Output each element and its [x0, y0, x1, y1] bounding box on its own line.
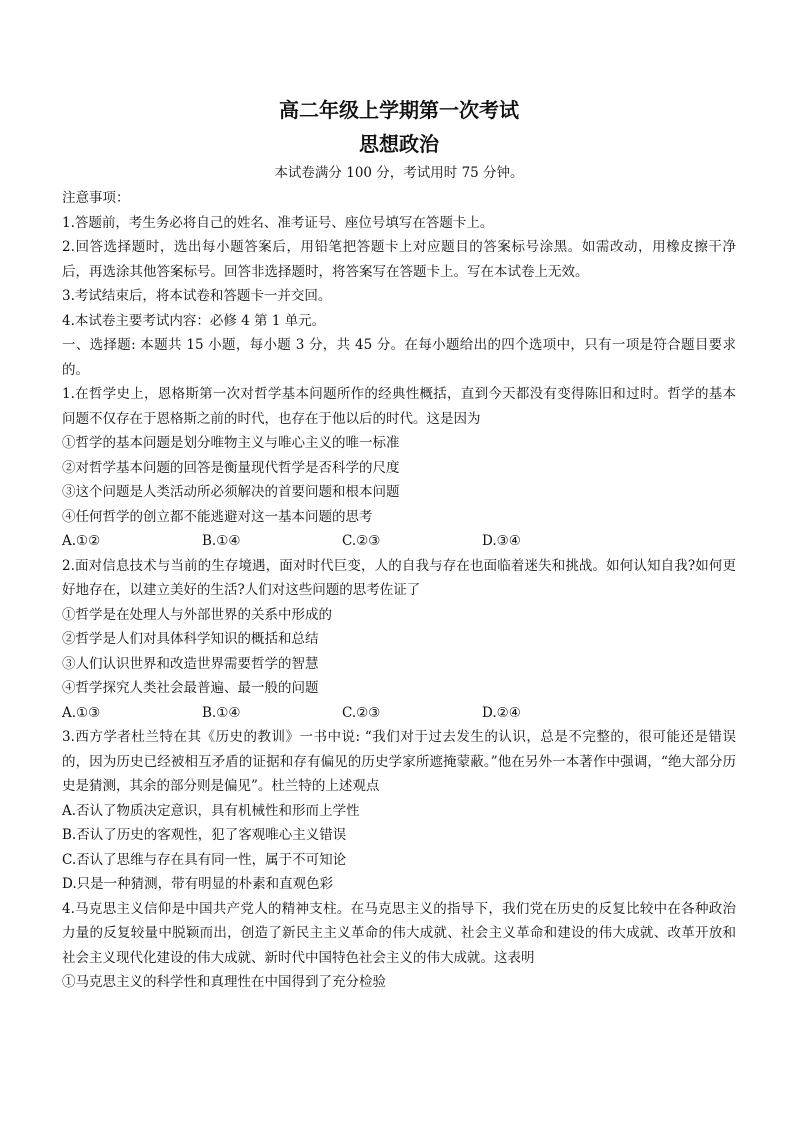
question-item: ③人们认识世界和改造世界需要哲学的智慧: [62, 655, 319, 672]
option-a: A.①③: [62, 704, 101, 721]
question-1: [62, 382, 736, 554]
exam-subject: 思想政治: [359, 132, 439, 156]
question-item: ④任何哲学的创立都不能逃避对这一基本问题的思考: [62, 508, 373, 525]
question-item: ①马克思主义的科学性和真理性在中国得到了充分检验: [62, 974, 386, 990]
question-4: [62, 897, 736, 995]
note-item: 2.回答选择题时，选出每小题答案后，用铅笔把答题卡上对应题目的答案标号涂黑。如需改动，用橡皮擦干净后，再选涂其他答案标号。回答非选择题时，将答案写在答题卡上。写在本试卷上无效。: [62, 239, 736, 280]
question-stem: 3.西方学者杜兰特在其《历史的教训》一书中说: “我们对于过去发生的认识，总是不完整的，很可能还是错误的，因为历史已经被相互矛盾的证据和存有偏见的历史学家所遮掩蒙蔽。”他在另外一本著作中强调，“绝大部分历史是猜测，其余的部分则是偏见”。杜兰特的上述观点: [62, 729, 736, 794]
option-d: D.②④: [482, 704, 521, 721]
question-item: ③这个问题是人类活动所必须解决的首要问题和根本问题: [62, 484, 400, 500]
note-item: 4.本试卷主要考试内容：必修 4 第 1 单元。: [62, 312, 326, 329]
question-item: ②对哲学基本问题的回答是衡量现代哲学是否科学的尺度: [62, 459, 400, 476]
notes-section: [62, 186, 736, 333]
option-b: B.①④: [202, 533, 241, 549]
exam-meta: 本试卷满分 100 分，考试用时 75 分钟。: [274, 165, 524, 181]
note-item: 3.考试结束后，将本试卷和答题卡一并交回。: [62, 288, 332, 304]
question-3: [62, 725, 736, 897]
option-d: D.只是一种猜测，带有明显的朴素和直观色彩: [62, 876, 334, 892]
page-content: [62, 96, 736, 995]
question-stem: 1.在哲学史上，恩格斯第一次对哲学基本问题所作的经典性概括，直到今天都没有变得陈旧和过时。哲学的基本问题不仅存在于恩格斯之前的时代，也存在于他以后的时代。这是因为: [62, 386, 736, 427]
option-d: D.③④: [482, 533, 521, 549]
notes-heading: 注意事项：: [62, 190, 130, 206]
question-2: [62, 554, 736, 726]
answer-options: [62, 529, 736, 554]
question-item: ②哲学是人们对具体科学知识的概括和总结: [62, 631, 319, 647]
option-c: C.否认了思维与存在具有同一性，属于不可知论: [62, 851, 347, 868]
exam-title: 高二年级上学期第一次考试: [279, 98, 519, 122]
question-stem: 2.面对信息技术与当前的生存境遇，面对时代巨变，人的自我与存在也面临着迷失和挑战。如何认知自我?如何更好地存在，以建立美好的生活?人们对这些问题的思考佐证了: [62, 557, 736, 598]
question-item: ④哲学探究人类社会最普遍、最一般的问题: [62, 680, 319, 696]
question-item: ①哲学的基本问题是划分唯物主义与唯心主义的唯一标准: [62, 435, 400, 451]
answer-options: [62, 701, 736, 726]
option-b: B.①④: [202, 704, 241, 721]
question-item: ①哲学是在处理人与外部世界的关系中形成的: [62, 606, 332, 623]
option-a: A.否认了物质决定意识，具有机械性和形而上学性: [62, 802, 360, 819]
question-stem: 4.马克思主义信仰是中国共产党人的精神支柱。在马克思主义的指导下，我们党在历史的反复比较中在各种政治力量的反复较量中脱颖而出，创造了新民主主义革命的伟大成就、社会主义革命和建设的伟大成就、改革开放和社会主义现代化建设的伟大成就、新时代中国特色社会主义的伟大成就。这表明: [62, 900, 736, 966]
section-heading: 一、选择题: 本题共 15 小题，每小题 3 分，共 45 分。在每小题给出的四个选项中，只有一项是符合题目要求的。: [62, 337, 736, 378]
option-b: B.否认了历史的客观性，犯了客观唯心主义错误: [62, 827, 347, 843]
option-c: C.②③: [342, 704, 381, 721]
option-a: A.①②: [62, 533, 101, 549]
option-c: C.②③: [342, 533, 381, 549]
note-item: 1.答题前，考生务必将自己的姓名、准考证号、座位号填写在答题卡上。: [62, 214, 494, 231]
